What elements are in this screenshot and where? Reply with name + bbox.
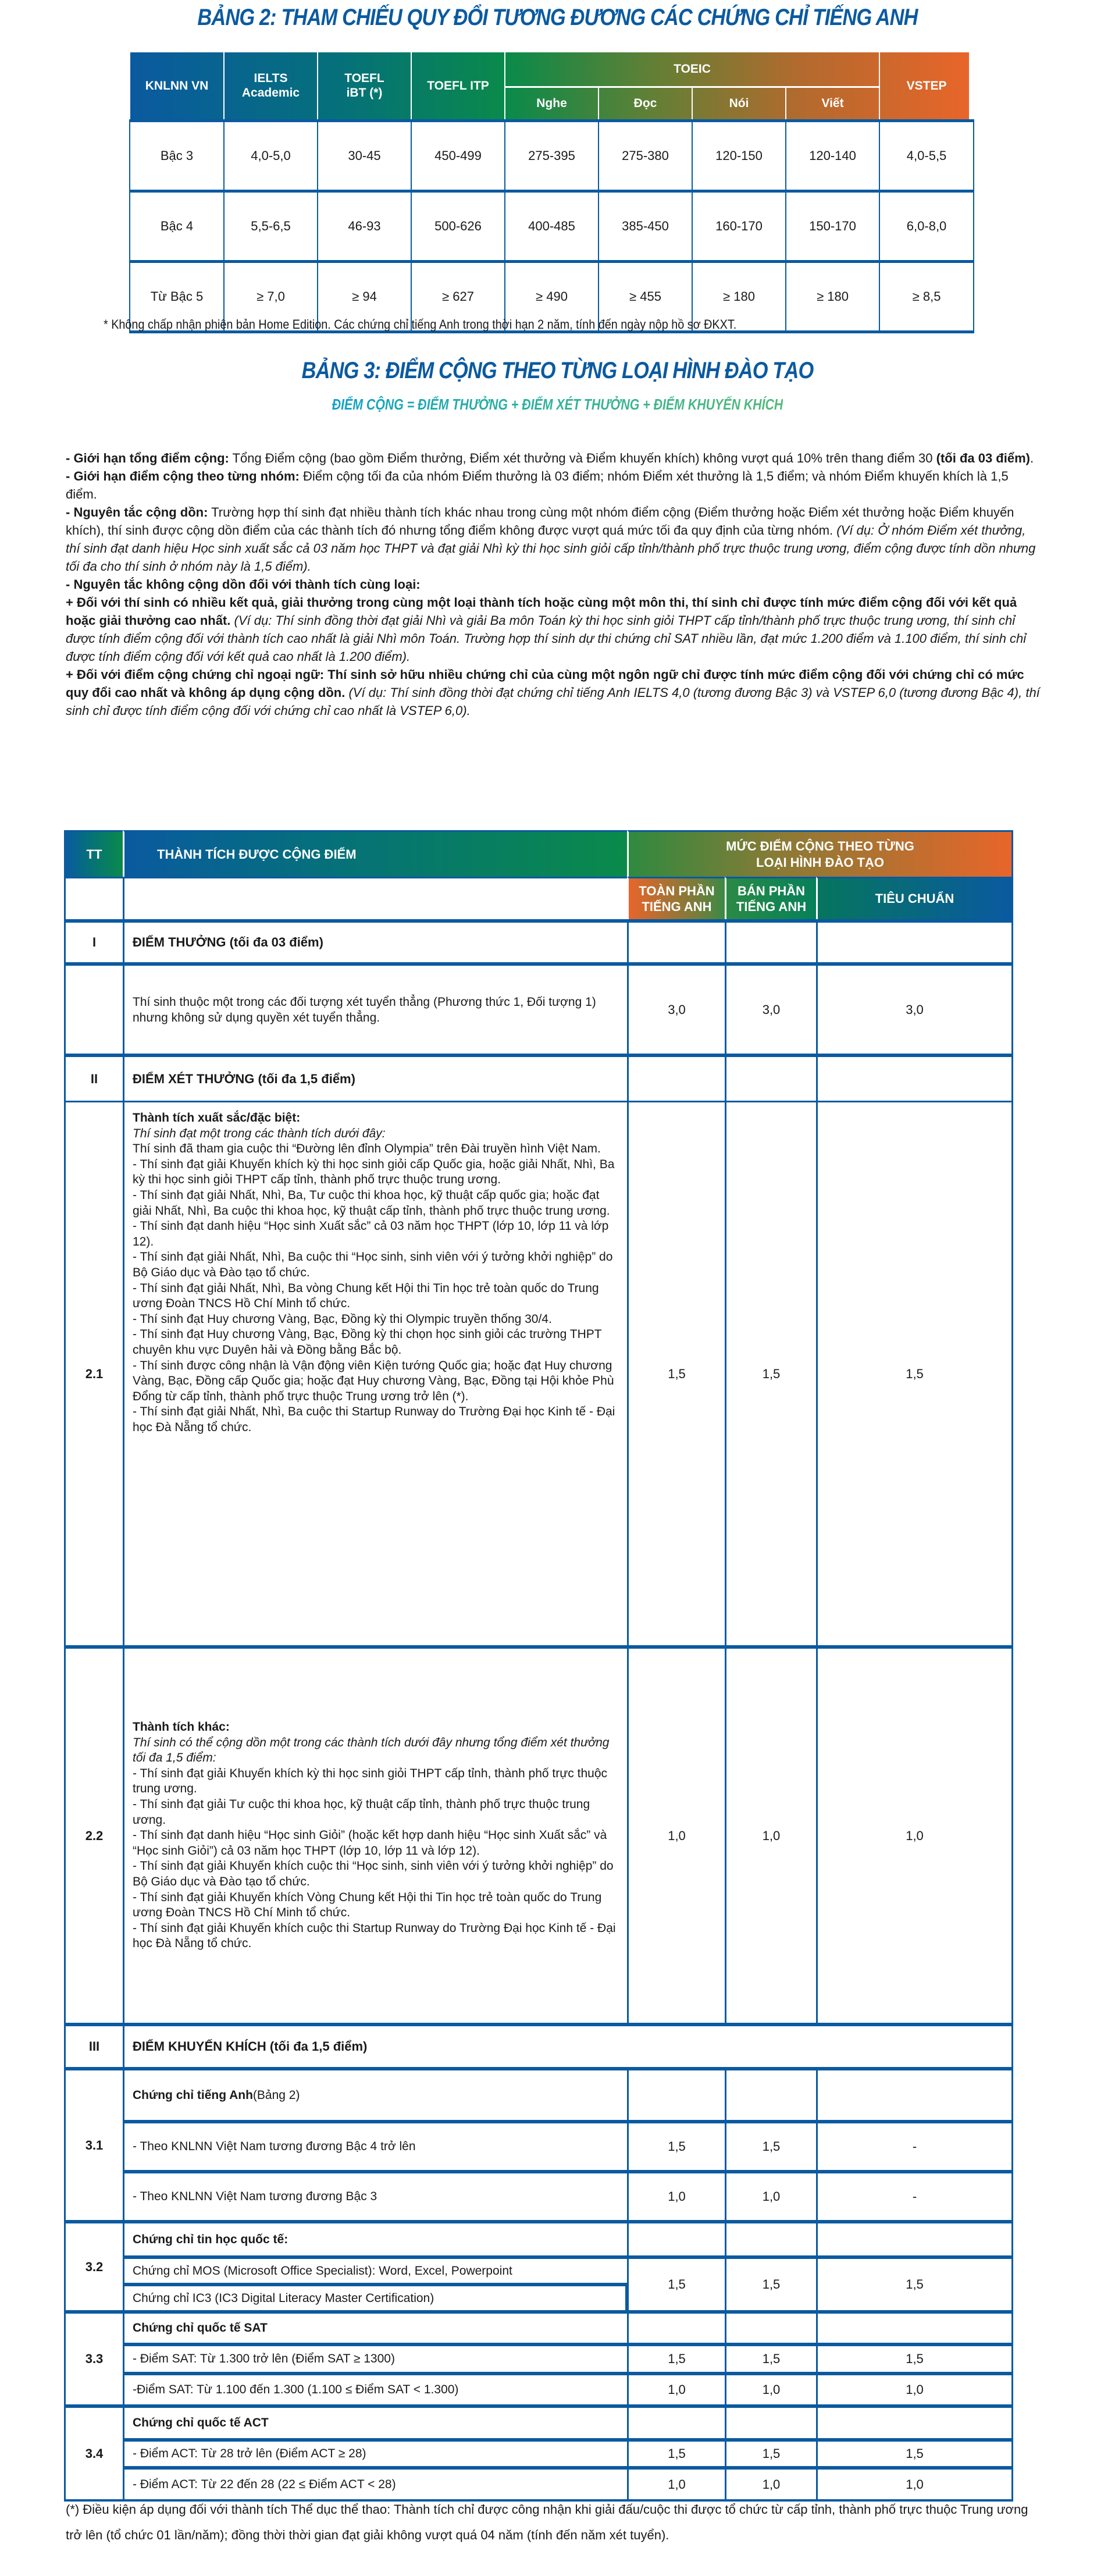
row-description — [123, 1101, 627, 1645]
score-full-english: 1,5 — [627, 2120, 725, 2170]
score-half-english: 1,0 — [725, 1645, 816, 2023]
rule-total-limit: - Giới hạn tổng điểm cộng: Tổng Điểm cộng (bao gồm Điểm thưởng, Điểm xét thưởng và Điểm khuyến khích) không vượt quá 10% trên thang điểm 30 (tối đa 03 điểm). — [66, 451, 1034, 465]
score-standard: - — [816, 2120, 1013, 2170]
row-description-stack — [123, 2220, 627, 2310]
score-half-english: 1,0 — [725, 2170, 816, 2220]
cell-level: Từ Bậc 5 — [130, 261, 224, 332]
empty-cell — [627, 919, 725, 962]
empty-cell — [64, 962, 123, 1054]
score-standard: 1,0 — [816, 2372, 1013, 2404]
cell-vstep: 4,0-5,5 — [879, 120, 974, 191]
section-number: I — [64, 919, 123, 962]
achievement-item: - Thí sinh đạt giải Khuyến khích Vòng Chung kết Hội thi Tin học trẻ toàn quốc do Trung ương Đoàn TNCS Hồ Chí Minh tổ chức. — [133, 1890, 602, 1920]
achievement-item: - Thí sinh đạt giải Tư cuộc thi khoa học, kỹ thuật cấp tỉnh, thành phố trực thuộc trung ương. — [133, 1798, 590, 1827]
empty-cell — [627, 2404, 725, 2438]
empty-cell — [627, 2310, 725, 2343]
col-header-standard: TIÊU CHUẨN — [816, 877, 1013, 919]
cell-toeic-noi: 160-170 — [692, 191, 786, 261]
cell-toefl-itp: 450-499 — [411, 120, 505, 191]
col-header-score-group: MỨC ĐIỂM CỘNG THEO TỪNG LOẠI HÌNH ĐÀO TẠO — [627, 830, 1013, 877]
rule-group-limit: - Giới hạn điểm cộng theo từng nhóm: Điểm cộng tối đa của nhóm Điểm thưởng là 03 điểm; nhóm Điểm xét thưởng là 1,5 điểm; và nhóm Điểm khuyến khích là 1,5 điểm. — [66, 469, 1009, 501]
section-row-review-bonus — [64, 1054, 1013, 1101]
table-row-it-cert — [64, 2220, 1013, 2310]
cell-toeic-doc: ≥ 455 — [599, 261, 692, 332]
cell-toeic-viet: 150-170 — [786, 191, 879, 261]
table2-title: BẢNG 2: THAM CHIẾU QUY ĐỔI TƯƠNG ĐƯƠNG CÁC CHỨNG CHỈ TIẾNG ANH — [197, 5, 918, 30]
cell-ielts: 4,0-5,0 — [224, 120, 318, 191]
section-label: ĐIỂM THƯỞNG (tối đa 03 điểm) — [123, 919, 627, 962]
table2-footnote: * Không chấp nhận phiên bản Home Edition. Các chứng chỉ tiếng Anh trong thời hạn 2 năm, tính đến ngày nộp hồ sơ ĐKXT. — [104, 317, 737, 332]
empty-cell — [816, 2404, 1013, 2438]
score-stack — [627, 2220, 1013, 2310]
row-description: -Điểm SAT: Từ 1.100 đến 1.300 (1.100 ≤ Điểm SAT < 1.300) — [123, 2372, 627, 2404]
cell-toefl-ibt: ≥ 94 — [318, 261, 411, 332]
achievement-item: - Thí sinh đạt giải Nhất, Nhì, Ba vòng Chung kết Hội thi Tin học trẻ toàn quốc do Trung ương Đoàn TNCS Hồ Chí Minh tổ chức. — [133, 1281, 599, 1311]
table-row — [64, 1101, 1013, 1645]
row-heading: Chứng chỉ tin học quốc tế: — [123, 2220, 627, 2255]
score-standard: 1,5 — [816, 2255, 1013, 2310]
score-full-english: 1,0 — [627, 2372, 725, 2404]
achievement-heading: Thành tích khác: — [133, 1720, 230, 1734]
score-half-english: 1,5 — [725, 2343, 816, 2372]
table3-subheader-row — [64, 877, 1013, 919]
score-standard: 1,5 — [816, 2438, 1013, 2466]
col-header-vstep: VSTEP — [879, 52, 974, 120]
row-number: 2.1 — [64, 1101, 123, 1645]
achievement-item: - Thí sinh đạt giải Nhất, Nhì, Ba, Tư cuộc thi khoa học, kỹ thuật cấp quốc gia; hoặc đạt giải Nhất, Nhì, Ba cuộc thi khoa học, kỹ thuật cấp tỉnh, thành phố trực thuộc trung ương. — [133, 1188, 610, 1218]
table-row — [64, 1645, 1013, 2023]
achievement-item: - Thí sinh được công nhận là Vận động viên Kiện tướng Quốc gia; hoặc đạt Huy chương Vàng, Bạc, Đồng cấp Quốc gia; hoặc đạt Huy chương Vàng, Bạc, Đồng tại Hội khỏe Phù Đổng từ cấp tỉnh, thành phố trực thuộc Trung ương trở lên (*). — [133, 1358, 614, 1403]
cell-toeic-nghe: ≥ 490 — [505, 261, 599, 332]
cell-level: Bậc 3 — [130, 120, 224, 191]
col-header-ielts: IELTS Academic — [224, 52, 318, 120]
row-number: 2.2 — [64, 1645, 123, 2023]
cell-ielts: ≥ 7,0 — [224, 261, 318, 332]
empty-cell — [64, 877, 123, 919]
cell-toeic-viet: 120-140 — [786, 120, 879, 191]
table3-bonus-points — [64, 830, 1013, 2502]
section-label: ĐIỂM XÉT THƯỞNG (tối đa 1,5 điểm) — [123, 1054, 627, 1101]
row-heading: Chứng chỉ quốc tế ACT — [123, 2404, 627, 2438]
achievement-item: - Thí sinh đạt giải Khuyến khích kỳ thi học sinh giỏi THPT cấp tỉnh, thành phố trực thuộc trung ương. — [133, 1766, 608, 1796]
score-half-english: 1,5 — [725, 2438, 816, 2466]
row-description: - Theo KNLNN Việt Nam tương đương Bậc 3 — [123, 2170, 627, 2220]
score-full-english: 1,0 — [627, 1645, 725, 2023]
table-row — [130, 120, 974, 191]
rule-highest-result: + Đối với thí sinh có nhiều kết quả, giải thưởng trong cùng một loại thành tích hoặc cùng một môn thi, thí sinh chỉ được tính mức điểm cộng đối với kết quả hoặc giải thưởng cao nhất. (Ví dụ: Thí sinh đồng thời đạt giải Nhì và giải Ba môn Toán kỳ thi học sinh giỏi THPT cấp tỉnh/thành phố trực thuộc trung ương, thí sinh chỉ được tính điểm cộng đối với thành tích cao nhất là giải Nhì môn Toán. Trường hợp thí sinh dự thi chứng chỉ SAT nhiều lần, đạt mức 1.200 điểm và 1.100 điểm, thí sinh chỉ được tính điểm cộng đối với kết quả cao nhất là 1.200 điểm). — [66, 595, 1027, 664]
score-standard: 1,0 — [816, 2466, 1013, 2499]
row-description: Chứng chỉ IC3 (IC3 Digital Literacy Master Certification) — [123, 2283, 627, 2310]
col-header-toefl-itp: TOEFL ITP — [411, 52, 505, 120]
row-description: - Điểm SAT: Từ 1.300 trở lên (Điểm SAT ≥ 1300) — [123, 2343, 627, 2372]
score-full-english: 1,5 — [627, 2255, 725, 2310]
empty-cell — [725, 2404, 816, 2438]
row-description: - Theo KNLNN Việt Nam tương đương Bậc 4 trở lên — [123, 2120, 627, 2170]
col-header-toeic-doc: Đọc — [599, 87, 692, 120]
empty-cell — [725, 2310, 816, 2343]
score-full-english: 3,0 — [627, 962, 725, 1054]
empty-cell — [816, 1054, 1013, 1101]
table-row-act — [64, 2404, 1013, 2499]
cell-toefl-ibt: 30-45 — [318, 120, 411, 191]
row-number: 3.3 — [64, 2310, 123, 2404]
score-half-english: 1,5 — [725, 2255, 816, 2310]
empty-cell — [627, 2067, 725, 2120]
score-full-english: 1,0 — [627, 2466, 725, 2499]
achievement-item: - Thí sinh đạt danh hiệu “Học sinh Xuất sắc” cả 03 năm học THPT (lớp 10, lớp 11 và lớp 12). — [133, 1219, 609, 1248]
empty-cell — [816, 2310, 1013, 2343]
cell-toefl-itp: 500-626 — [411, 191, 505, 261]
section-number: II — [64, 1054, 123, 1101]
empty-cell — [123, 877, 627, 919]
cell-toeic-doc: 275-380 — [599, 120, 692, 191]
col-header-knlnn: KNLNN VN — [130, 52, 224, 120]
table-row-sat — [64, 2310, 1013, 2404]
empty-cell — [627, 1054, 725, 1101]
table2-english-equivalence — [129, 51, 974, 333]
section-row-encouragement — [64, 2023, 1013, 2067]
cell-toefl-itp: ≥ 627 — [411, 261, 505, 332]
row-description — [123, 1645, 627, 2023]
rule-non-cumulative: - Nguyên tắc không cộng dồn đối với thành tích cùng loại: — [66, 577, 421, 592]
table3-title: BẢNG 3: ĐIỂM CỘNG THEO TỪNG LOẠI HÌNH ĐÀO TẠO — [301, 358, 814, 383]
achievement-item: - Thí sinh đạt danh hiệu “Học sinh Giỏi” (hoặc kết hợp danh hiệu “Học sinh Xuất sắc” và “Học sinh Giỏi”) cả 03 năm học THPT (lớp 10, lớp 11 và lớp 12). — [133, 1828, 607, 1858]
empty-cell — [725, 2067, 816, 2120]
score-half-english: 1,5 — [725, 2120, 816, 2170]
row-description: - Điểm ACT: Từ 22 đến 28 (22 ≤ Điểm ACT < 28) — [123, 2466, 627, 2499]
col-header-full-english: TOÀN PHẦN TIẾNG ANH — [627, 877, 725, 919]
col-header-achievement: THÀNH TÍCH ĐƯỢC CỘNG ĐIỂM — [123, 830, 627, 877]
empty-cell — [725, 2220, 816, 2255]
empty-cell — [627, 2220, 725, 2255]
cell-toeic-nghe: 400-485 — [505, 191, 599, 261]
table-row — [130, 191, 974, 261]
row-description: - Điểm ACT: Từ 28 trở lên (Điểm ACT ≥ 28) — [123, 2438, 627, 2466]
col-header-toeic: TOEIC — [505, 52, 879, 87]
empty-cell — [725, 919, 816, 962]
col-header-toeic-noi: Nói — [692, 87, 786, 120]
achievement-item: - Thí sinh đạt giải Nhất, Nhì, Ba cuộc thi Startup Runway do Trường Đại học Kinh tế - Đại học Đà Nẵng tổ chức. — [133, 1405, 615, 1434]
row-description: Thí sinh thuộc một trong các đối tượng xét tuyển thẳng (Phương thức 1, Đối tượng 1) nhưng không sử dụng quyền xét tuyển thẳng. — [123, 962, 627, 1054]
empty-cell — [725, 1054, 816, 1101]
achievement-item: - Thí sinh đạt giải Khuyến khích cuộc thi Startup Runway do Trường Đại học Kinh tế - Đại học Đà Nẵng tổ chức. — [133, 1921, 616, 1951]
score-full-english: 1,0 — [627, 2170, 725, 2220]
achievement-item: - Thí sinh đạt Huy chương Vàng, Bạc, Đồng kỳ thi Olympic truyền thống 30/4. — [133, 1312, 552, 1326]
score-standard: 1,0 — [816, 1645, 1013, 2023]
cell-toeic-noi: 120-150 — [692, 120, 786, 191]
table3-header-row — [64, 830, 1013, 877]
achievement-item: Thí sinh đã tham gia cuộc thi “Đường lên đỉnh Olympia” trên Đài truyền hình Việt Nam. — [133, 1142, 601, 1156]
sports-footnote: (*) Điều kiện áp dụng đối với thành tích Thể dục thể thao: Thành tích chỉ được công nhận khi giải đấu/cuộc thi được tổ chức từ cấp tỉnh, thành phố trực thuộc Trung ương trở lên (tổ chức 01 lần/năm); đồng thời thời gian đạt giải không vượt quá 04 năm (tính đến năm xét tuyển). — [66, 2502, 1028, 2542]
score-standard: 1,5 — [816, 1101, 1013, 1645]
empty-cell — [816, 2220, 1013, 2255]
section-row-bonus — [64, 919, 1013, 962]
table-row — [64, 962, 1013, 1054]
score-half-english: 1,5 — [725, 1101, 816, 1645]
bonus-formula: ĐIỂM CỘNG = ĐIỂM THƯỞNG + ĐIỂM XÉT THƯỞNG + ĐIỂM KHUYẾN KHÍCH — [332, 396, 783, 413]
cell-toeic-nghe: 275-395 — [505, 120, 599, 191]
table-row-english-cert — [64, 2067, 1013, 2220]
cell-toeic-noi: ≥ 180 — [692, 261, 786, 332]
achievement-item: - Thí sinh đạt Huy chương Vàng, Bạc, Đồng kỳ thi chọn học sinh giỏi các trường THPT chuyên khu vực Duyên hải và Đồng bằng Bắc bộ. — [133, 1328, 602, 1357]
rule-language-cert: + Đối với điểm cộng chứng chỉ ngoại ngữ: Thí sinh sở hữu nhiều chứng chỉ của cùng một ngôn ngữ chỉ được tính mức điểm cộng đối với chứng chỉ có mức quy đổi cao nhất và không áp dụng cộng dồn. (Ví dụ: Thí sinh đồng thời đạt chứng chỉ tiếng Anh IELTS 4,0 (tương đương Bậc 3) và VSTEP 6,0 (tương đương Bậc 4), thí sinh chỉ được tính điểm cộng đối với chứng chỉ cao nhất là VSTEP 6,0). — [66, 667, 1040, 718]
cell-level: Bậc 4 — [130, 191, 224, 261]
bonus-rules — [66, 449, 1043, 720]
achievement-item: - Thí sinh đạt giải Nhất, Nhì, Ba cuộc thi “Học sinh, sinh viên với ý tưởng khởi nghiệp” do Bộ Giáo dục và Đào tạo tổ chức. — [133, 1250, 613, 1279]
score-standard: 3,0 — [816, 962, 1013, 1054]
section-label: ĐIỂM KHUYẾN KHÍCH (tối đa 1,5 điểm) — [123, 2023, 1013, 2067]
cell-toeic-viet: ≥ 180 — [786, 261, 879, 332]
rule-cumulative: - Nguyên tắc cộng dồn: Trường hợp thí sinh đạt nhiều thành tích khác nhau trong cùng một nhóm điểm cộng (Điểm thưởng hoặc Điểm xét thưởng hoặc Điểm khuyến khích), thí sinh được cộng dồn điểm của các thành tích đó nhưng tổng điểm không được vượt quá mức tối đa quy định của từng nhóm. (Ví dụ: Ở nhóm Điểm xét thưởng, thí sinh đạt danh hiệu Học sinh xuất sắc cả 03 năm học THPT và đạt giải Nhì kỳ thi học sinh giỏi cấp tỉnh/thành phố trực thuộc trung ương, điểm cộng được tính dồn nhưng tối đa cho thí sinh ở nhóm này là 1,5 điểm). — [66, 505, 1036, 574]
section-number: III — [64, 2023, 123, 2067]
row-heading: Chứng chỉ quốc tế SAT — [123, 2310, 627, 2343]
score-half-english: 3,0 — [725, 962, 816, 1054]
achievement-heading: Thành tích xuất sắc/đặc biệt: — [133, 1111, 301, 1125]
row-subgrid — [123, 2310, 1013, 2404]
col-header-toeic-viet: Viết — [786, 87, 879, 120]
row-number: 3.1 — [64, 2067, 123, 2220]
achievement-intro: Thí sinh đạt một trong các thành tích dưới đây: — [133, 1126, 386, 1140]
score-full-english: 1,5 — [627, 2438, 725, 2466]
col-header-half-english: BÁN PHẦN TIẾNG ANH — [725, 877, 816, 919]
empty-cell — [816, 919, 1013, 962]
cell-toeic-doc: 385-450 — [599, 191, 692, 261]
score-half-english: 1,0 — [725, 2466, 816, 2499]
row-number: 3.2 — [64, 2220, 123, 2310]
score-full-english: 1,5 — [627, 2343, 725, 2372]
col-header-toefl-ibt: TOEFL iBT (*) — [318, 52, 411, 120]
row-heading: Chứng chỉ tiếng Anh (Bảng 2) — [123, 2067, 627, 2120]
achievement-intro: Thí sinh có thể cộng dồn một trong các thành tích dưới đây nhưng tổng điểm xét thưởng tối đa 1,5 điểm: — [133, 1735, 610, 1765]
empty-cell — [816, 2067, 1013, 2120]
cell-vstep: ≥ 8,5 — [879, 261, 974, 332]
cell-toefl-ibt: 46-93 — [318, 191, 411, 261]
col-header-tt: TT — [64, 830, 123, 877]
score-standard: 1,5 — [816, 2343, 1013, 2372]
score-half-english: 1,0 — [725, 2372, 816, 2404]
cell-vstep: 6,0-8,0 — [879, 191, 974, 261]
achievement-item: - Thí sinh đạt giải Khuyến khích cuộc thi “Học sinh, sinh viên với ý tưởng khởi nghiệp” do Bộ Giáo dục và Đào tạo tổ chức. — [133, 1859, 614, 1888]
row-subgrid — [123, 2404, 1013, 2499]
achievement-item: - Thí sinh đạt giải Khuyến khích kỳ thi học sinh giỏi cấp Quốc gia, hoặc giải Nhất, Nhì, Ba kỳ thi học sinh giỏi THPT cấp tỉnh, thành phố trực thuộc trung ương. — [133, 1157, 615, 1187]
cell-ielts: 5,5-6,5 — [224, 191, 318, 261]
row-subgrid — [123, 2067, 1013, 2220]
col-header-toeic-nghe: Nghe — [505, 87, 599, 120]
score-full-english: 1,5 — [627, 1101, 725, 1645]
row-number: 3.4 — [64, 2404, 123, 2499]
score-standard: - — [816, 2170, 1013, 2220]
row-description: Chứng chỉ MOS (Microsoft Office Specialist): Word, Excel, Powerpoint — [123, 2255, 627, 2283]
